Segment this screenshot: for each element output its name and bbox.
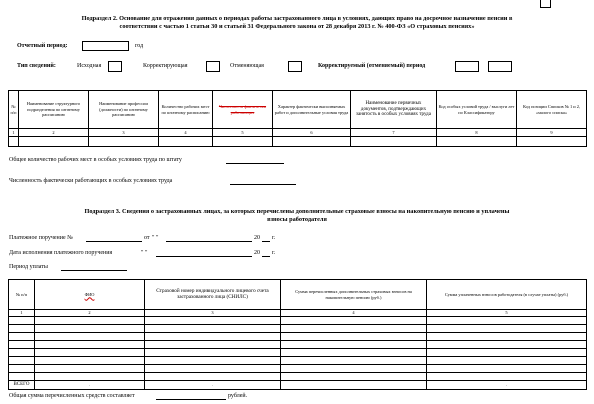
s3-cell[interactable] bbox=[281, 373, 427, 381]
type-cancel-checkbox[interactable] bbox=[288, 61, 302, 72]
execution-date-g: г. bbox=[272, 250, 276, 256]
s2-cell[interactable] bbox=[351, 137, 437, 147]
payment-period-field[interactable] bbox=[61, 270, 127, 271]
s3-col-fio bbox=[35, 280, 145, 310]
report-period-box[interactable] bbox=[82, 41, 129, 51]
s2-num-4: 4 bbox=[159, 129, 213, 137]
payment-order-year-prefix: 20 bbox=[254, 235, 260, 241]
s3-cell[interactable] bbox=[427, 325, 587, 333]
s3-total-dot-fio: . bbox=[35, 381, 145, 390]
type-original-checkbox[interactable] bbox=[108, 61, 122, 72]
s3-num-4: 4 bbox=[281, 310, 427, 317]
year-label: год bbox=[135, 43, 144, 49]
s3-cell[interactable] bbox=[145, 325, 281, 333]
s3-cell[interactable] bbox=[145, 341, 281, 349]
section2-data-row bbox=[9, 137, 587, 147]
type-original-label: Исходная bbox=[77, 63, 102, 69]
s3-cell[interactable] bbox=[281, 357, 427, 365]
s2-cell[interactable] bbox=[517, 137, 587, 147]
type-cancel-label: Отменяющая bbox=[230, 63, 264, 69]
s3-cell[interactable] bbox=[35, 357, 145, 365]
s3-col-num: № п/п bbox=[9, 280, 35, 310]
section2-heading bbox=[14, 15, 580, 31]
s3-data-row bbox=[9, 349, 587, 357]
s3-cell[interactable] bbox=[281, 349, 427, 357]
section2-header-row bbox=[9, 91, 587, 129]
s2-col-department: Наименование структурного подразделения по штатному расписанию bbox=[19, 91, 89, 129]
s3-cell[interactable] bbox=[145, 333, 281, 341]
section3-heading-line1: Подраздел 3. Сведения о застрахованных лицах, за которых перечислены дополнительные страховые взносы на накопительную пенсию и уплачены bbox=[84, 208, 510, 215]
section3-table bbox=[8, 279, 587, 390]
s3-cell[interactable] bbox=[9, 357, 35, 365]
s3-total-dot-employer: . bbox=[427, 381, 587, 390]
s2-col-num: № п/п bbox=[9, 91, 19, 129]
execution-date-quotes: " " bbox=[141, 250, 148, 256]
s2-cell[interactable] bbox=[19, 137, 89, 147]
actual-workers-field[interactable] bbox=[230, 184, 296, 185]
execution-date-year-field[interactable] bbox=[262, 256, 270, 257]
s3-col-snils-text: Страховой номер индивидуального лицевого счета застрахованного лица (СНИЛС) bbox=[156, 287, 269, 300]
s3-cell[interactable] bbox=[281, 365, 427, 373]
s2-col-condition-code: Код особых условий труда / выслуги лет по Классификатору bbox=[437, 91, 517, 129]
s3-cell[interactable] bbox=[145, 365, 281, 373]
s2-num-8: 8 bbox=[437, 129, 517, 137]
s3-data-row bbox=[9, 333, 587, 341]
s2-cell[interactable] bbox=[159, 137, 213, 147]
s3-cell[interactable] bbox=[281, 341, 427, 349]
s3-col-additional-sum: Сумма перечисленных дополнительных страховых взносов на накопительную пенсию (руб.) bbox=[281, 280, 427, 310]
s3-data-row bbox=[9, 365, 587, 373]
s3-cell[interactable] bbox=[427, 341, 587, 349]
report-period-label: Отчетный период: bbox=[17, 43, 68, 49]
s2-col-documents bbox=[351, 91, 437, 129]
section3-total-row bbox=[9, 381, 587, 390]
s3-total-label: ВСЕГО bbox=[9, 381, 35, 390]
s3-cell[interactable] bbox=[145, 349, 281, 357]
s3-total-dot-snils: . bbox=[145, 381, 281, 390]
s2-col-places: Количество рабочих мест по штатному расписанию bbox=[159, 91, 213, 129]
s3-data-row bbox=[9, 317, 587, 325]
s3-cell[interactable] bbox=[427, 317, 587, 325]
s2-col-documents-text: Наименование первичных документов, подтверждающих занятость в особых условиях труда bbox=[356, 101, 431, 118]
s3-cell[interactable] bbox=[9, 325, 35, 333]
s3-cell[interactable] bbox=[35, 341, 145, 349]
info-type-label: Тип сведений: bbox=[17, 63, 56, 69]
corner-checkbox[interactable] bbox=[540, 0, 551, 8]
s3-cell[interactable] bbox=[9, 349, 35, 357]
payment-period-label: Период уплаты bbox=[9, 264, 48, 270]
type-corrective-checkbox[interactable] bbox=[206, 61, 220, 72]
corrected-period-box1[interactable] bbox=[455, 61, 479, 72]
total-places-label: Общее количество рабочих мест в особых условиях труда по штату bbox=[9, 157, 182, 163]
s3-cell[interactable] bbox=[35, 333, 145, 341]
section2-table bbox=[8, 90, 587, 147]
s2-num-6: 6 bbox=[273, 129, 351, 137]
total-transferred-label: Общая сумма перечисленных средств составляет bbox=[9, 393, 135, 399]
section3-heading-line2: взносы работодателя bbox=[267, 216, 327, 223]
s2-cell[interactable] bbox=[437, 137, 517, 147]
corrected-period-label: Корректируемый (отменяемый) период bbox=[318, 63, 426, 69]
s3-cell[interactable] bbox=[35, 365, 145, 373]
payment-order-year-field[interactable] bbox=[262, 241, 270, 242]
s3-total-additional[interactable] bbox=[281, 381, 427, 390]
execution-date-month-field[interactable] bbox=[156, 256, 252, 257]
s3-cell[interactable] bbox=[145, 357, 281, 365]
s3-cell[interactable] bbox=[427, 333, 587, 341]
s2-num-1: 1 bbox=[9, 129, 19, 137]
section2-heading-line2: соответствии с частью 1 статьи 30 и статьей 31 Федерального закона от 28 декабря 2013 г. № 400-ФЗ «О страховых пенсиях» bbox=[119, 23, 475, 30]
s3-cell[interactable] bbox=[9, 365, 35, 373]
s2-col-actual-workers-text: Численность фактически работающих bbox=[218, 103, 267, 115]
section3-numbers-row bbox=[9, 310, 587, 317]
from-label: от bbox=[144, 235, 150, 241]
execution-date-label: Дата исполнения платежного поручения bbox=[9, 250, 113, 256]
s3-col-employer-sum: Сумма уплаченных взносов работодателя (в случае уплаты) (руб.) bbox=[427, 280, 587, 310]
s3-cell[interactable] bbox=[427, 357, 587, 365]
s3-cell[interactable] bbox=[35, 373, 145, 381]
s3-cell[interactable] bbox=[145, 373, 281, 381]
section2-numbers-row bbox=[9, 129, 587, 137]
s2-cell[interactable] bbox=[273, 137, 351, 147]
s2-col-actual-workers bbox=[213, 91, 273, 129]
s3-cell[interactable] bbox=[427, 349, 587, 357]
s2-num-9: 9 bbox=[517, 129, 587, 137]
s3-col-snils bbox=[145, 280, 281, 310]
s3-cell[interactable] bbox=[427, 365, 587, 373]
s3-cell[interactable] bbox=[9, 317, 35, 325]
total-transferred-field[interactable] bbox=[156, 399, 226, 400]
s3-cell[interactable] bbox=[281, 333, 427, 341]
s3-cell[interactable] bbox=[35, 317, 145, 325]
s3-cell[interactable] bbox=[427, 373, 587, 381]
s3-cell[interactable] bbox=[35, 325, 145, 333]
s3-num-3: 3 bbox=[145, 310, 281, 317]
total-places-field[interactable] bbox=[226, 163, 284, 164]
s3-data-row bbox=[9, 357, 587, 365]
s2-num-2: 2 bbox=[19, 129, 89, 137]
s2-col-profession: Наименование профессии (должности) по штатному расписанию bbox=[89, 91, 159, 129]
s2-num-5: 5 bbox=[213, 129, 273, 137]
s2-cell[interactable] bbox=[89, 137, 159, 147]
s3-cell[interactable] bbox=[9, 341, 35, 349]
s3-cell[interactable] bbox=[281, 317, 427, 325]
actual-workers-label: Численность фактически работающих в особых условиях труда bbox=[9, 178, 173, 184]
payment-order-number-field[interactable] bbox=[86, 241, 142, 242]
s2-col-work-nature: Характер фактически выполняемых работ и дополнительные условия труда bbox=[273, 91, 351, 129]
section3-heading bbox=[14, 208, 580, 224]
payment-order-g: г. bbox=[272, 235, 276, 241]
s2-cell[interactable] bbox=[9, 137, 19, 147]
s3-cell[interactable] bbox=[145, 317, 281, 325]
execution-date-year-prefix: 20 bbox=[254, 250, 260, 256]
payment-order-month-field[interactable] bbox=[166, 241, 252, 242]
s2-col-list-code: Код позиции Списков № 1 и 2, «малого списка» bbox=[517, 91, 587, 129]
s3-cell[interactable] bbox=[35, 349, 145, 357]
s2-num-7: 7 bbox=[351, 129, 437, 137]
s2-num-3: 3 bbox=[89, 129, 159, 137]
s3-cell[interactable] bbox=[9, 373, 35, 381]
s3-cell[interactable] bbox=[9, 333, 35, 341]
s3-col-fio-text: ФИО bbox=[84, 291, 95, 297]
corrected-period-box2[interactable] bbox=[488, 61, 512, 72]
s3-num-2: 2 bbox=[35, 310, 145, 317]
section2-heading-line1: Подраздел 2. Основание для отражения данных о периодах работы застрахованного лица в условиях, дающих право на досрочное назначение пенсии в bbox=[81, 15, 513, 22]
s3-num-1: 1 bbox=[9, 310, 35, 317]
payment-order-quotes: " " bbox=[152, 235, 159, 241]
rubles-label: рублей. bbox=[228, 393, 248, 399]
s3-num-5: 5 bbox=[427, 310, 587, 317]
s2-cell[interactable] bbox=[213, 137, 273, 147]
s3-data-row bbox=[9, 325, 587, 333]
section3-header-row bbox=[9, 280, 587, 310]
type-corrective-label: Корректирующая bbox=[143, 63, 188, 69]
s3-data-row bbox=[9, 373, 587, 381]
s3-data-row bbox=[9, 341, 587, 349]
s3-cell[interactable] bbox=[281, 325, 427, 333]
payment-order-label: Платежное поручение № bbox=[9, 235, 73, 241]
